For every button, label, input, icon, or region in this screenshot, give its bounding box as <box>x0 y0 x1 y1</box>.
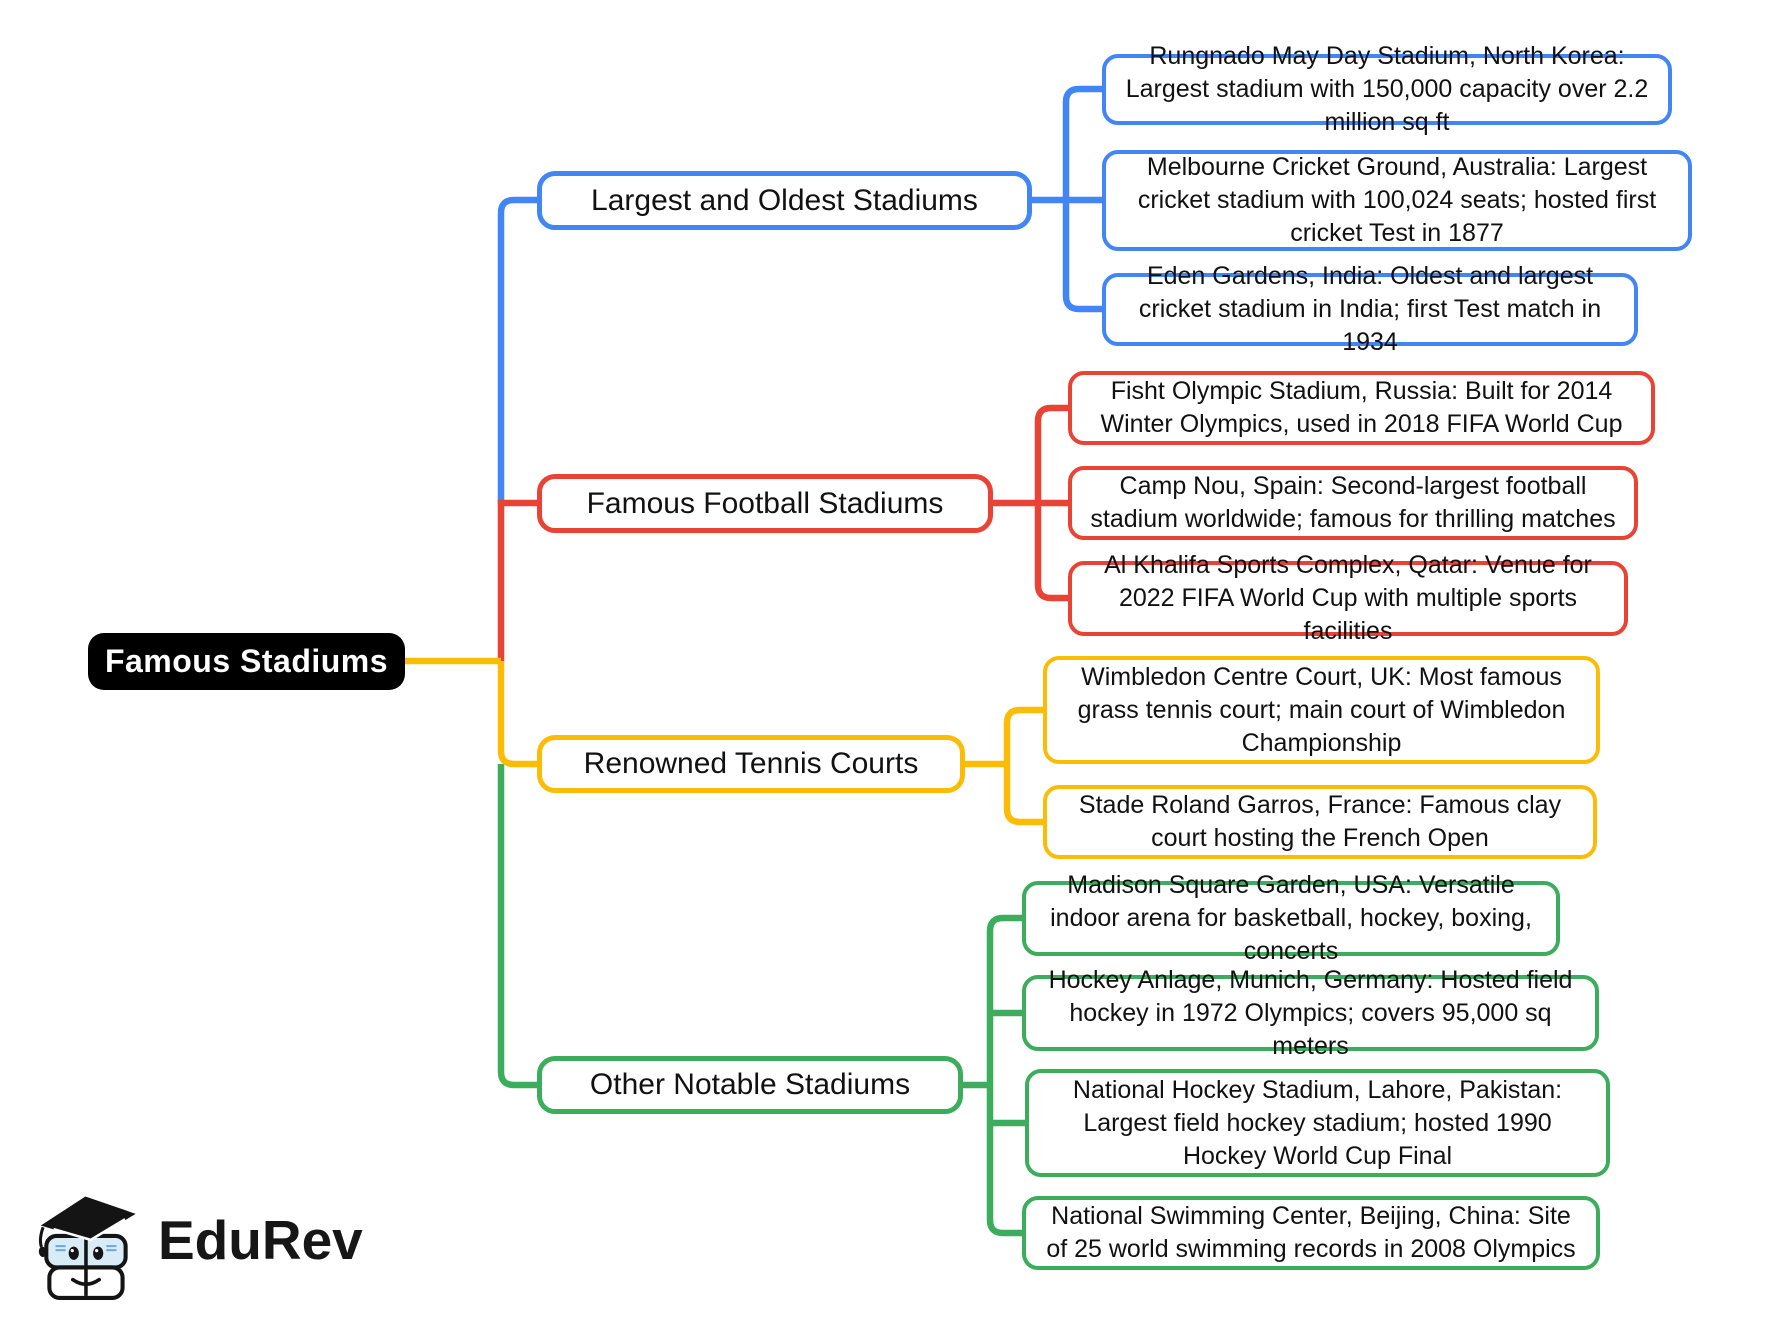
leaf-fisht-olympic-stadium[interactable] <box>1068 371 1655 445</box>
branch-label: Famous Football Stadiums <box>586 486 944 520</box>
connector-green-group-rail <box>990 918 1025 1233</box>
leaf-text: Stade Roland Garros, France: Famous clay court hosting the French Open <box>1078 791 1562 852</box>
leaf-stade-roland-garros[interactable] <box>1043 785 1597 859</box>
leaf-text: Camp Nou, Spain: Second-largest football stadium worldwide; famous for thrilling matches <box>1090 472 1616 533</box>
leaf-national-swimming-center-beijing[interactable] <box>1022 1196 1600 1270</box>
leaf-national-hockey-stadium-lahore[interactable] <box>1025 1069 1610 1177</box>
branch-famous-football-stadiums[interactable] <box>537 474 993 533</box>
branch-renowned-tennis-courts[interactable] <box>537 735 965 793</box>
leaf-text: Madison Square Garden, USA: Versatile indoor arena for basketball, hockey, boxing, concerts <box>1050 871 1532 965</box>
branch-label: Renowned Tennis Courts <box>583 747 919 780</box>
edurev-logo-icon <box>32 1179 144 1301</box>
leaf-camp-nou[interactable] <box>1068 466 1638 540</box>
leaf-wimbledon-centre-court[interactable] <box>1043 656 1600 764</box>
leaf-text: Al Khalifa Sports Complex, Qatar: Venue for 2022 FIFA World Cup with multiple sports facilities <box>1104 551 1592 645</box>
root-label: Famous Stadiums <box>104 643 389 679</box>
branch-other-notable-stadiums[interactable] <box>537 1056 963 1114</box>
connector-trunk-red <box>501 503 537 661</box>
leaf-text: National Swimming Center, Beijing, China: Site of 25 world swimming records in 2008 Olympics <box>1046 1202 1576 1263</box>
leaf-text: Melbourne Cricket Ground, Australia: Largest cricket stadium with 100,024 seats; hosted first cricket Test in 1877 <box>1137 153 1657 247</box>
connector-root-yellow <box>403 661 537 764</box>
root-node-famous-stadiums[interactable] <box>88 633 405 690</box>
leaf-text: Wimbledon Centre Court, UK: Most famous grass tennis court; main court of Wimbledon Championship <box>1077 662 1566 757</box>
edurev-logo[interactable] <box>32 1178 363 1302</box>
edurev-logo-text: EduRev <box>158 1209 363 1271</box>
leaf-rungnado-may-day-stadium[interactable] <box>1102 42 1672 136</box>
connector-yellow-group-rail <box>1007 710 1043 822</box>
leaf-hockey-anlage-munich[interactable] <box>1022 965 1599 1060</box>
connector-trunk-green <box>501 764 537 1085</box>
branch-label: Other Notable Stadiums <box>589 1068 911 1101</box>
leaf-melbourne-cricket-ground[interactable] <box>1102 150 1692 251</box>
leaf-text: Hockey Anlage, Munich, Germany: Hosted field hockey in 1972 Olympics; covers 95,000 sq meters <box>1048 965 1573 1060</box>
leaf-text: National Hockey Stadium, Lahore, Pakistan: Largest field hockey stadium; hosted 1990 Hockey World Cup Final <box>1072 1075 1563 1170</box>
connector-trunk-blue <box>501 200 537 504</box>
leaf-text: Eden Gardens, India: Oldest and largest cricket stadium in India; first Test match in 1934 <box>1138 262 1602 356</box>
leaf-madison-square-garden[interactable] <box>1022 871 1560 965</box>
leaf-eden-gardens[interactable] <box>1102 262 1638 356</box>
leaf-text: Rungnado May Day Stadium, North Korea: Largest stadium with 150,000 capacity over 2.2 million sq ft <box>1125 42 1649 136</box>
leaf-text: Fisht Olympic Stadium, Russia: Built for 2014 Winter Olympics, used in 2018 FIFA World Cup <box>1100 377 1623 438</box>
leaf-al-khalifa-sports-complex[interactable] <box>1068 551 1628 645</box>
branch-label: Largest and Oldest Stadiums <box>591 183 978 217</box>
branch-largest-oldest-stadiums[interactable] <box>537 171 1032 230</box>
